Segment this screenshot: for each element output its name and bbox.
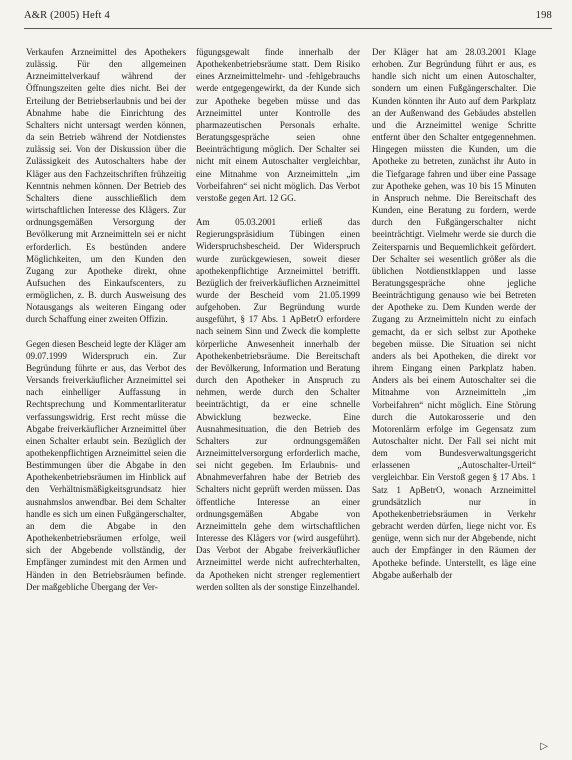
page-number: 198 [535, 10, 552, 21]
paragraph: Gegen diesen Bescheid legte der Kläger am 09.07.1999 Widerspruch ein. Zur Begründung führte er aus, das Verbot des Versands freiverkäuflicher Arzneimittel sei nach einhelliger Auffassung in Rechtsprechung und Kommentarliteratur verfassungswidrig. Erst recht müsse die Abgabe freiverkäuflicher Arzneimittel über einen Schalter erlaubt sein. Bezüglich der apothekenpflichtigen Arzneimittel seien die Bestimmungen über die Abgabe in den Apothekenbetriebsräumen im Hinblick auf den Verhältnismäßigkeitsgrundsatz hier ausnahmslos anwendbar. Bei dem Schalter handle es sich um einen Fußgängerschalter, an dem die Abgabe in den Apothekenbetriebsräumen erfolge, weil sich der Abgebende vollständig, der Empfänger zumindest mit den Armen und Händen in den Betriebsräumen befinde. Der maßgebliche Übergang der Ver- [26, 338, 186, 592]
continue-arrow-icon: ▷ [540, 741, 548, 752]
running-header [24, 8, 552, 28]
journal-reference: A&R (2005) Heft 4 [24, 10, 110, 21]
text-column-1 [26, 46, 186, 754]
paragraph: Verkaufen Arzneimittel des Apothekers zulässig. Für den allgemeinen Arzneimittelverkauf während der Öffnungszeiten gelte dies nicht. Bei der Erteilung der Betriebserlaubnis und bei der Abnahme habe die Einrichtung des Schalters nicht untersagt werden können, da sein Betrieb während der Notdienstes zulässig sei. Von der Diskussion über die Zulässigkeit des Autoschalters habe der Kläger aus den Fachzeitschriften frühzeitig Kenntnis nehmen können. Der Betrieb des Schalters diene ausschließlich dem wirtschaftlichen Interesse des Klägers. Zur ordnungsgemäßen Versorgung der Bevölkerung mit Arzneimitteln sei er nicht erforderlich. Es bestünden andere Möglichkeiten, um den Kunden den Zugang zur Apotheke direkt, ohne Aufsuchen des Einkaufscenters, zu ermöglichen, z. B. durch Ausweisung des Notausgangs als weiteren Eingang oder durch Schaffung einer zweiten Offizin. [26, 47, 186, 325]
paragraph: Am 05.03.2001 erließ das Regierungspräsidium Tübingen einen Widerspruchsbescheid. Der Widerspruch wurde zurückgewiesen, soweit dieser apothekenpflichtige Arzneimittel betrifft. Bezüglich der freiverkäuflichen Arzneimittel wurde der Bescheid vom 21.05.1999 aufgehoben. Zur Begründung wurde ausgeführt, § 17 Abs. 1 ApBetrO erfordere nach seinem Sinn und Zweck die komplette körperliche Anwesenheit innerhalb der Apothekenbetriebsräume. Die Bereitschaft der Bevölkerung, Information und Beratung durch den Apotheker in Anspruch zu nehmen, werde durch den Schalter beeinträchtigt, da er eine schnelle Abwicklung bezwecke. Eine Ausnahmesituation, die den Betrieb des Schalters zur ordnungsgemäßen Arzneimittelversorgung erforderlich mache, sei nicht gegeben. Im Erlaubnis- und Abnahmeverfahren habe der Betrieb des Schalters nicht geprüft werden müssen. Das öffentliche Interesse an einer ordnungsgemäßen Abgabe von Arzneimitteln gehe dem wirtschaftlichen Interesse des Klägers vor (wird ausgeführt). Das Verbot der Abgabe freiverkäuflicher Arzneimittel werde nicht aufrechterhalten, da Apotheken nicht strenger reglementiert werden sollten als der sonstige Einzelhandel. [196, 217, 360, 592]
text-column-3 [372, 46, 536, 754]
text-column-2 [196, 46, 360, 754]
header-rule [24, 28, 552, 29]
paragraph: Der Kläger hat am 28.03.2001 Klage erhoben. Zur Begründung führt er aus, es handle sich nicht um einen Autoschalter, sondern um einen Fußgängerschalter. Die Kunden könnten ihr Auto auf dem Parkplatz an der Außenwand des Gebäudes abstellen und die Arzneimittel wenige Schritte entfernt über den Schalter entgegennehmen. Hingegen müssten die Kunden, um die Apotheke zu betreten, zunächst ihr Auto in die Tiefgarage fahren und über eine Passage zur Apotheke gehen, was 10 bis 15 Minuten in Anspruch nehme. Die Bereitschaft des Kunden, eine Beratung zu fordern, werde durch den Fußgängerschalter nicht beeinträchtigt. Vielmehr werde sie durch die Zeitersparnis und Bequemlichkeit gefördert. Der Schalter sei wesentlich größer als die üblichen Notdienstklappen und lasse Beratungsgespräche ohne jegliche Beeinträchtigung genauso wie bei Betreten der Apotheke zu. Dem Kunden werde der Zugang zu Arzneimitteln nicht zu einfach gemacht, da er sich selbst zur Apotheke begeben müsse. Die Situation sei nicht anders als bei Apotheken, die direkt vor ihrem Eingang einen Parkplatz haben. Anders als bei einem Autoschalter sei die Mitnahme von Arzneimitteln „im Vorbeifahren“ nicht möglich. Eine Störung durch die Autokarosserie und den Motorenlärm erfolge im Gegensatz zum Autoschalter nicht. Der Fall sei nicht mit dem vom Bundesverwaltungsgericht erlassenen „Autoschalter-Urteil“ vergleichbar. Ein Verstoß gegen § 17 Abs. 1 Satz 1 ApBetrO, wonach Arzneimittel grundsätzlich nur in Apothekenbetriebsräumen in Verkehr gebracht werden dürfen, liege nicht vor. Es genüge, wenn sich nur der Abgebende, nicht auch der Empfänger in den Räumen der Apotheke befinde. Unterstellt, es läge eine Abgabe außerhalb der [372, 47, 536, 580]
paragraph: fügungsgewalt finde innerhalb der Apothekenbetriebsräume statt. Dem Risiko eines Arzneimittelmehr- und -fehlgebrauchs werde entgegengewirkt, da der Kunde sich zur Apotheke begeben müsse und das Arzneimittel unter Kontrolle des pharmazeutischen Personals erhalte. Beratungsgespräche seien ohne Beeinträchtigung möglich. Der Schalter sei nicht mit einem Autoschalter vergleichbar, eine Mitnahme von Arzneimitteln „im Vorbeifahren“ sei nicht möglich. Das Verbot verstoße gegen Art. 12 GG. [196, 47, 360, 203]
